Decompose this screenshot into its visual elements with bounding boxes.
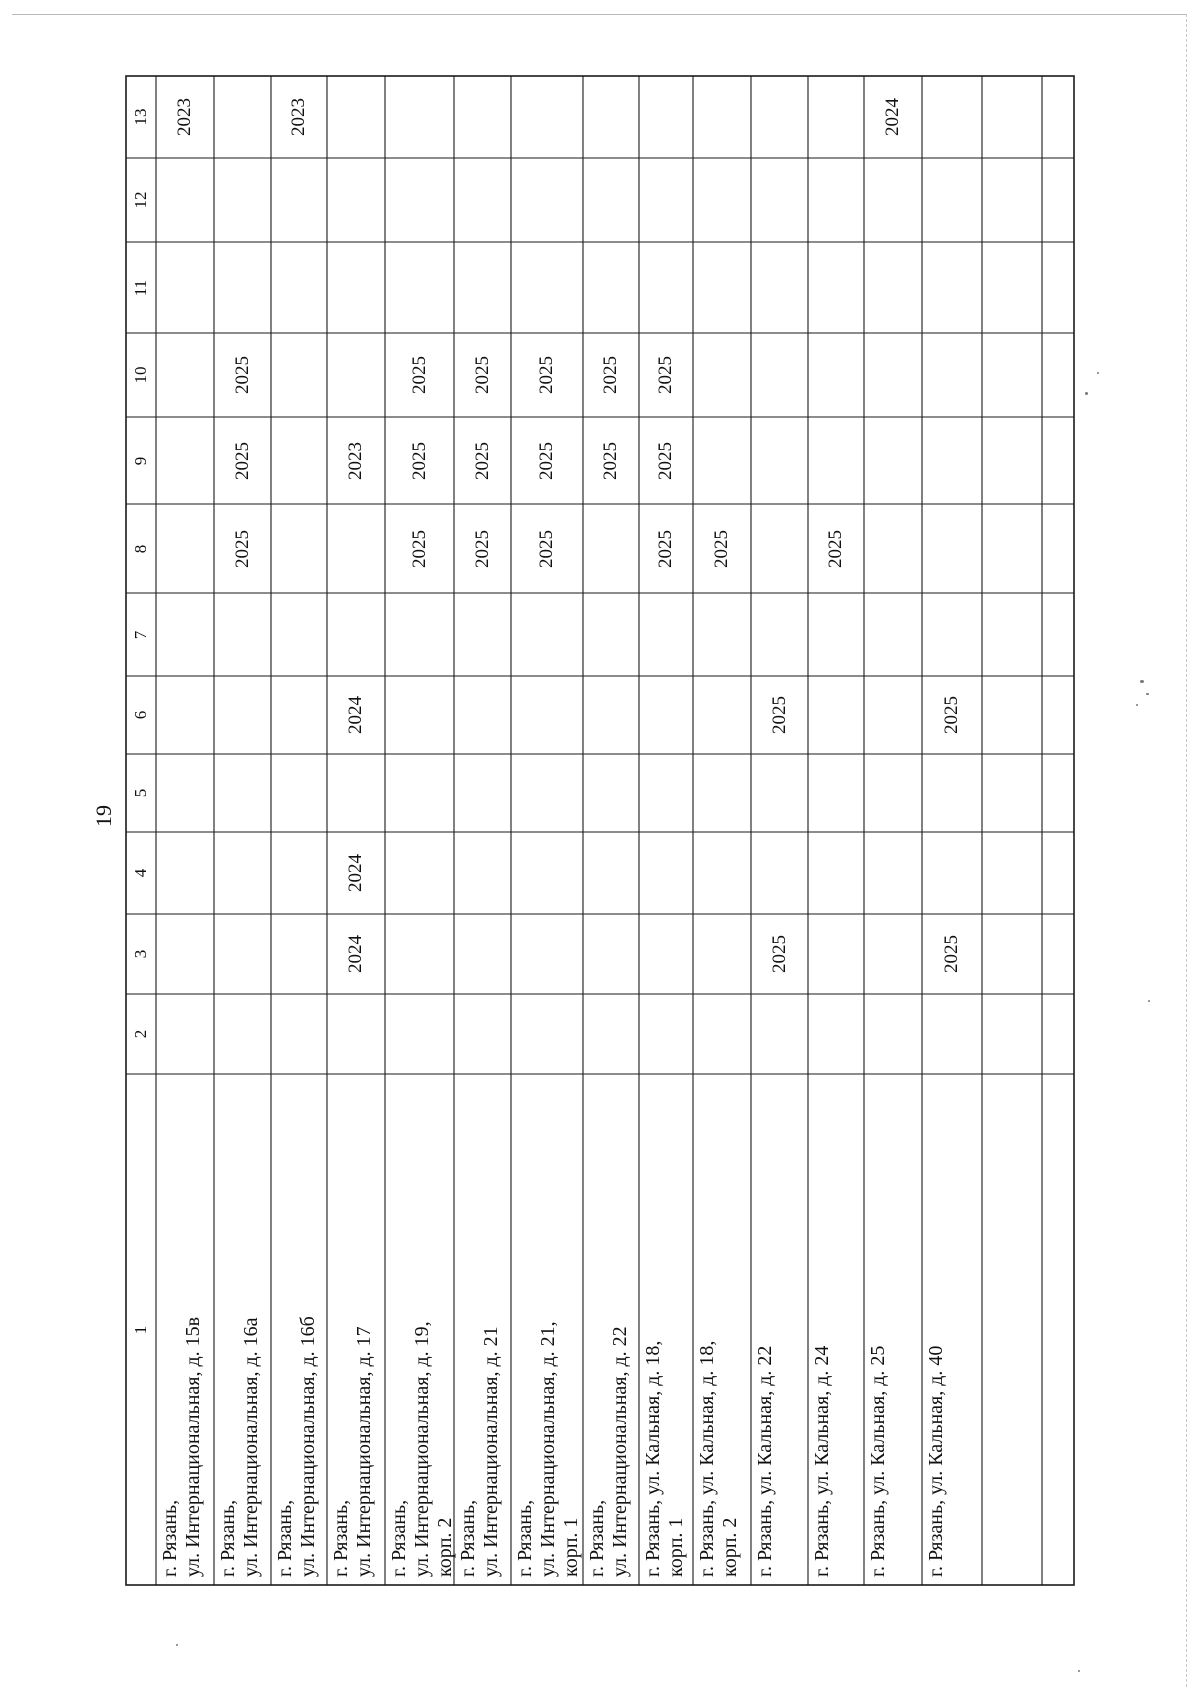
- year-cell: 2025: [471, 356, 493, 394]
- year-cell: 2025: [941, 696, 962, 734]
- address-line: г. Рязань,: [388, 1499, 410, 1577]
- column-header: 9: [131, 456, 150, 465]
- address-cell: [642, 1341, 688, 1577]
- address-cell: [388, 1321, 457, 1577]
- address-cell: [330, 1326, 376, 1577]
- column-header: 1: [131, 1325, 150, 1334]
- column-header: 10: [131, 366, 150, 384]
- address-line: г. Рязань, ул. Кальная, д. 22: [754, 1345, 776, 1577]
- address-cell: [514, 1321, 583, 1577]
- year-cell: 2025: [768, 935, 790, 973]
- address-line: г. Рязань,: [217, 1499, 239, 1577]
- year-cell: 2023: [288, 98, 309, 136]
- address-cell: [754, 1346, 777, 1577]
- address-line: ул. Интернациональная, д. 19,: [411, 1321, 433, 1577]
- address-cell: [867, 1346, 890, 1577]
- year-cell: 2025: [231, 356, 253, 394]
- address-cell: [696, 1341, 742, 1577]
- scan-speck: [1136, 704, 1138, 706]
- address-line: ул. Интернациональная, д. 16а: [240, 1317, 262, 1577]
- scan-speck: [1148, 1000, 1150, 1002]
- page-number: 19: [91, 805, 116, 827]
- column-header: 2: [131, 1029, 150, 1039]
- year-cell: 2025: [471, 529, 493, 568]
- address-line: ул. Интернациональная, д. 17: [353, 1326, 375, 1577]
- address-line: г. Рязань,: [514, 1499, 536, 1577]
- year-cell: 2024: [882, 98, 903, 136]
- scan-speck: [1140, 680, 1144, 683]
- address-line: г. Рязань, ул. Кальная, д. 24: [811, 1345, 833, 1577]
- column-header: 11: [131, 279, 150, 296]
- scan-speck: [1078, 1670, 1080, 1672]
- column-header: 6: [131, 710, 150, 720]
- address-cell: [457, 1326, 503, 1577]
- address-cell: [811, 1346, 834, 1577]
- year-cell: 2025: [825, 529, 846, 568]
- address-line: г. Рязань,: [274, 1499, 296, 1577]
- year-cell: 2025: [231, 441, 253, 480]
- scan-speck: [1146, 693, 1149, 695]
- year-cell: 2024: [345, 696, 366, 734]
- address-line: ул. Интернациональная, д. 21: [480, 1326, 502, 1577]
- address-cell: [925, 1346, 948, 1577]
- address-cell: [586, 1326, 632, 1577]
- year-cell: 2025: [600, 356, 621, 394]
- column-header: 12: [131, 191, 150, 209]
- column-header: 5: [131, 788, 150, 798]
- column-header: 3: [131, 949, 150, 959]
- year-cell: 2025: [711, 529, 732, 568]
- year-cell: 2025: [941, 935, 962, 973]
- year-cell: 2025: [408, 356, 430, 394]
- column-header: 4: [131, 868, 150, 878]
- address-line: г. Рязань,: [330, 1499, 352, 1577]
- address-line: ул. Интернациональная, д. 21,: [537, 1321, 559, 1577]
- address-line: г. Рязань, ул. Кальная, д. 18,: [696, 1340, 718, 1577]
- address-line: ул. Интернациональная, д. 16б: [297, 1316, 319, 1577]
- address-cell: [274, 1316, 320, 1577]
- address-line: корп. 1: [665, 1517, 687, 1577]
- year-cell: 2023: [174, 98, 195, 136]
- year-cell: 2024: [345, 854, 366, 892]
- year-cell: 2025: [408, 441, 430, 480]
- scan-speck: [1097, 372, 1099, 374]
- address-line: г. Рязань,: [586, 1499, 608, 1577]
- address-line: ул. Интернациональная, д. 22: [609, 1326, 631, 1577]
- rotated-table: [126, 76, 1074, 1585]
- year-cell: 2024: [345, 935, 366, 973]
- address-line: г. Рязань,: [159, 1499, 181, 1577]
- year-cell: 2025: [408, 529, 430, 568]
- address-line: корп. 2: [719, 1517, 741, 1577]
- year-cell: 2025: [655, 529, 676, 568]
- scan-speck: [1085, 392, 1088, 395]
- year-cell: 2025: [536, 441, 557, 480]
- year-cell: 2025: [536, 356, 557, 394]
- year-cell: 2025: [768, 696, 790, 734]
- address-line: г. Рязань, ул. Кальная, д. 40: [925, 1345, 947, 1577]
- year-cell: 2025: [655, 441, 676, 480]
- column-header: 13: [131, 108, 150, 126]
- column-header: 8: [131, 544, 150, 553]
- column-header: 7: [131, 630, 150, 639]
- year-cell: 2025: [655, 356, 676, 394]
- address-line: г. Рязань, ул. Кальная, д. 18,: [642, 1340, 664, 1577]
- year-cell: 2025: [231, 529, 253, 568]
- year-cell: 2025: [536, 529, 557, 568]
- year-cell: 2023: [345, 441, 366, 480]
- address-line: г. Рязань,: [457, 1499, 479, 1577]
- address-cell: [217, 1317, 263, 1577]
- address-line: корп. 1: [560, 1517, 582, 1577]
- address-line: корп. 2: [434, 1517, 456, 1577]
- scan-speck: [176, 1644, 178, 1646]
- year-cell: 2025: [471, 441, 493, 480]
- year-cell: 2025: [600, 441, 621, 480]
- address-line: ул. Интернациональная, д. 15в: [182, 1316, 204, 1577]
- address-cell: [159, 1317, 205, 1577]
- address-line: г. Рязань, ул. Кальная, д. 25: [867, 1345, 889, 1577]
